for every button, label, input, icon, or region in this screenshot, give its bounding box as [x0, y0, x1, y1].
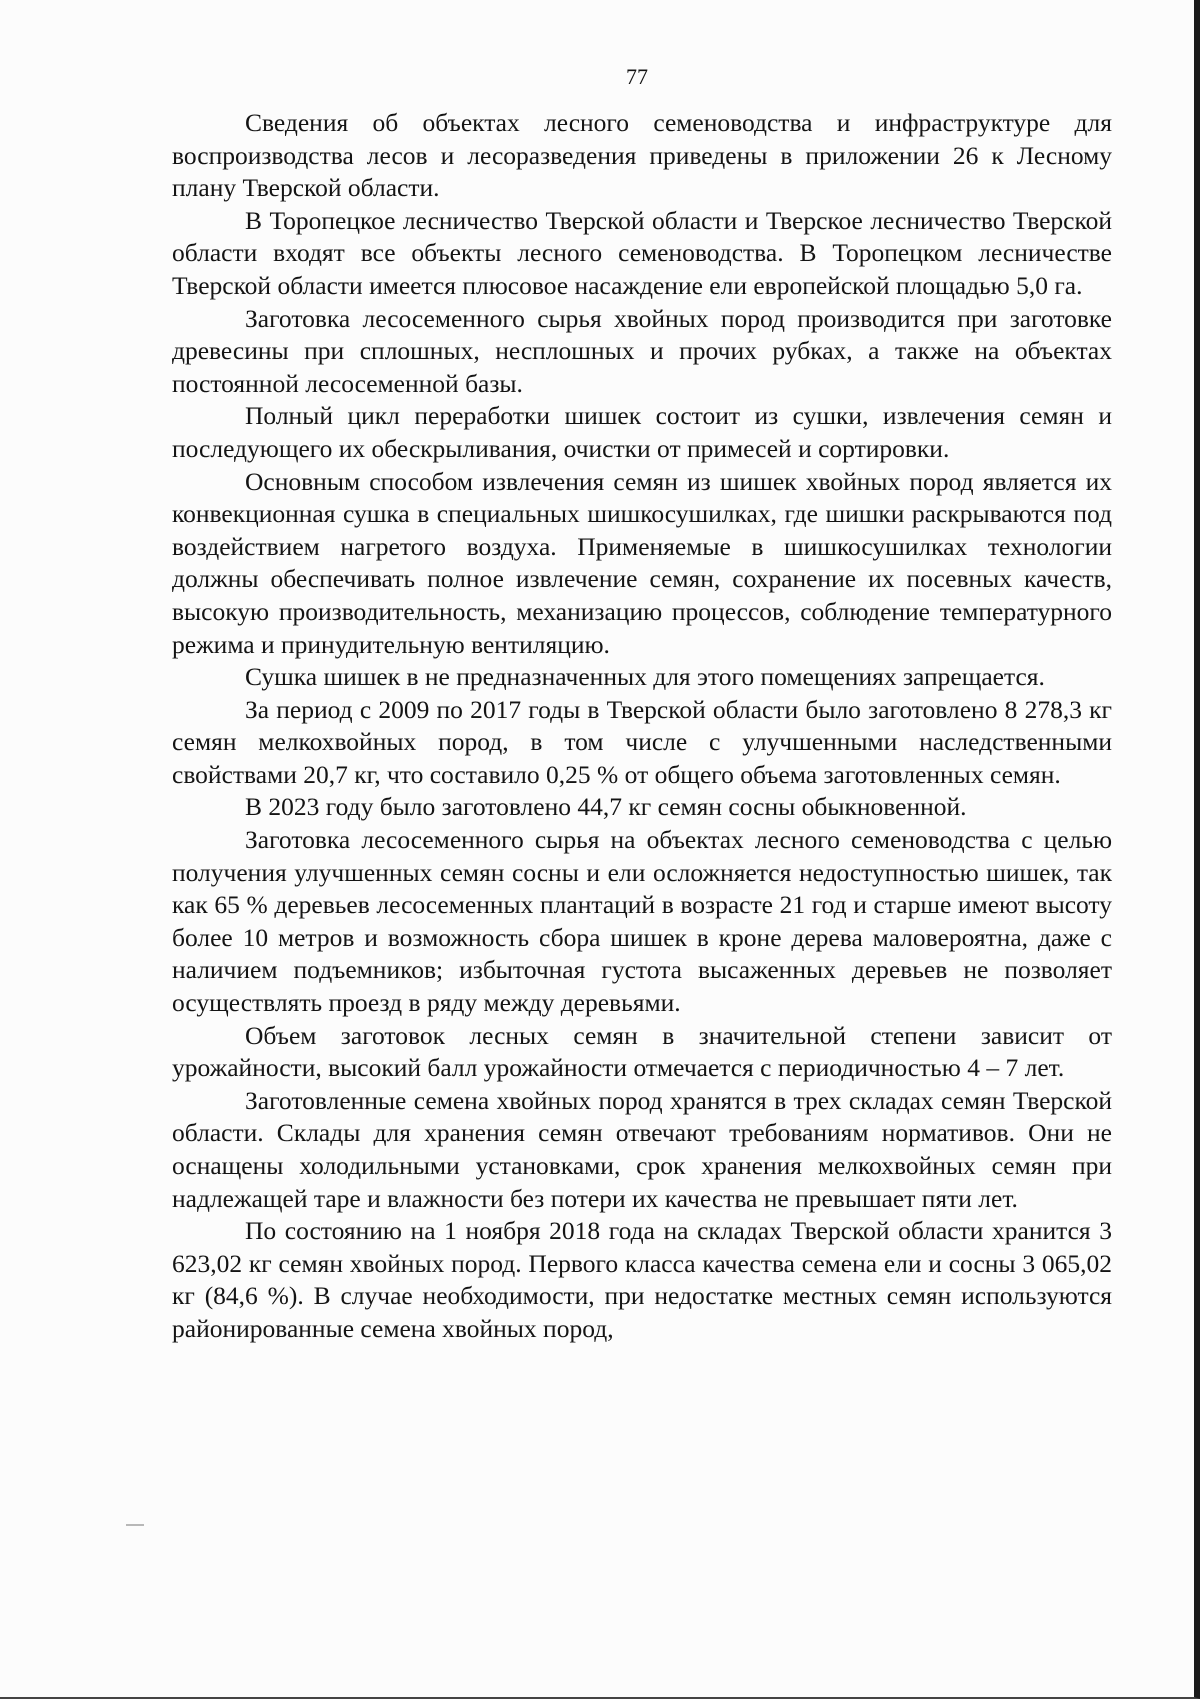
paragraph: Сведения об объектах лесного семеноводства и инфраструктуре для воспроизводства лесов и лесоразведения приведены в приложении 26 к Лесному плану Тверской области. — [172, 108, 1112, 203]
paragraph: В 2023 году было заготовлено 44,7 кг семян сосны обыкновенной. — [245, 792, 967, 822]
paragraph: За период с 2009 по 2017 годы в Тверской области было заготовлено 8 278,3 кг семян мелкохвойных пород, в том числе с улучшенными наследственными свойствами 20,7 кг, что составило 0,25 % от общего объема заготовленных семян. — [172, 694, 1112, 789]
paragraph: Полный цикл переработки шишек состоит из сушки, извлечения семян и последующего их обескрыливания, очистки от примесей и сортировки. — [172, 401, 1112, 463]
paragraph: Основным способом извлечения семян из шишек хвойных пород является их конвекционная сушка в специальных шишкосушилках, где шишки раскрываются под воздействием нагретого воздуха. Применяемые в шишкосушилках технологии должны обеспечивать полное извлечение семян, сохранение их посевных качеств, высокую производительность, механизацию процессов, соблюдение температурного режима и принудительную вентиляцию. — [172, 466, 1112, 659]
paragraph: Объем заготовок лесных семян в значительной степени зависит от урожайности, высокий балл урожайности отмечается с периодичностью 4 – 7 лет. — [172, 1020, 1112, 1083]
paragraph: Сушка шишек в не предназначенных для этого помещениях запрещается. — [245, 662, 1045, 692]
page-number: 77 — [626, 64, 648, 89]
paragraph: Заготовленные семена хвойных пород хранятся в трех складах семян Тверской области. Склады для хранения семян отвечают требованиям нормативов. Они не оснащены холодильными установками, срок хранения мелкохвойных семян при надлежащей таре и влажности без потери их качества не превышает пяти лет. — [172, 1085, 1112, 1213]
paragraph: Заготовка лесосеменного сырья на объектах лесного семеноводства с целью получения улучшенных семян сосны и ели осложняется недоступностью шишек, так как 65 % деревьев лесосеменных плантаций в возрасте 21 год и старше имеют высоту более 10 метров и возможность сбора шишек в кроне дерева маловероятна, даже с наличием подъемников; избыточная густота высаженных деревьев не позволяет осуществлять проезд в ряду между деревьями. — [172, 825, 1112, 1018]
body-text — [172, 107, 1112, 1346]
scan-edge-mark — [126, 1524, 144, 1526]
paragraph: По состоянию на 1 ноября 2018 года на складах Тверской области хранится 3 623,02 кг семян хвойных пород. Первого класса качества семена ели и сосны 3 065,02 кг (84,6 %). В случае необходимости, при недостатке местных семян используются районированные семена хвойных пород, — [172, 1216, 1112, 1343]
paragraph: Заготовка лесосеменного сырья хвойных пород производится при заготовке древесины при сплошных, несплошных и прочих рубках, а также на объектах постоянной лесосеменной базы. — [172, 303, 1112, 398]
paragraph: В Торопецкое лесничество Тверской области и Тверское лесничество Тверской области входят все объекты лесного семеноводства. В Торопецком лесничестве Тверской области имеется плюсовое насаждение ели европейской площадью 5,0 га. — [172, 205, 1112, 300]
